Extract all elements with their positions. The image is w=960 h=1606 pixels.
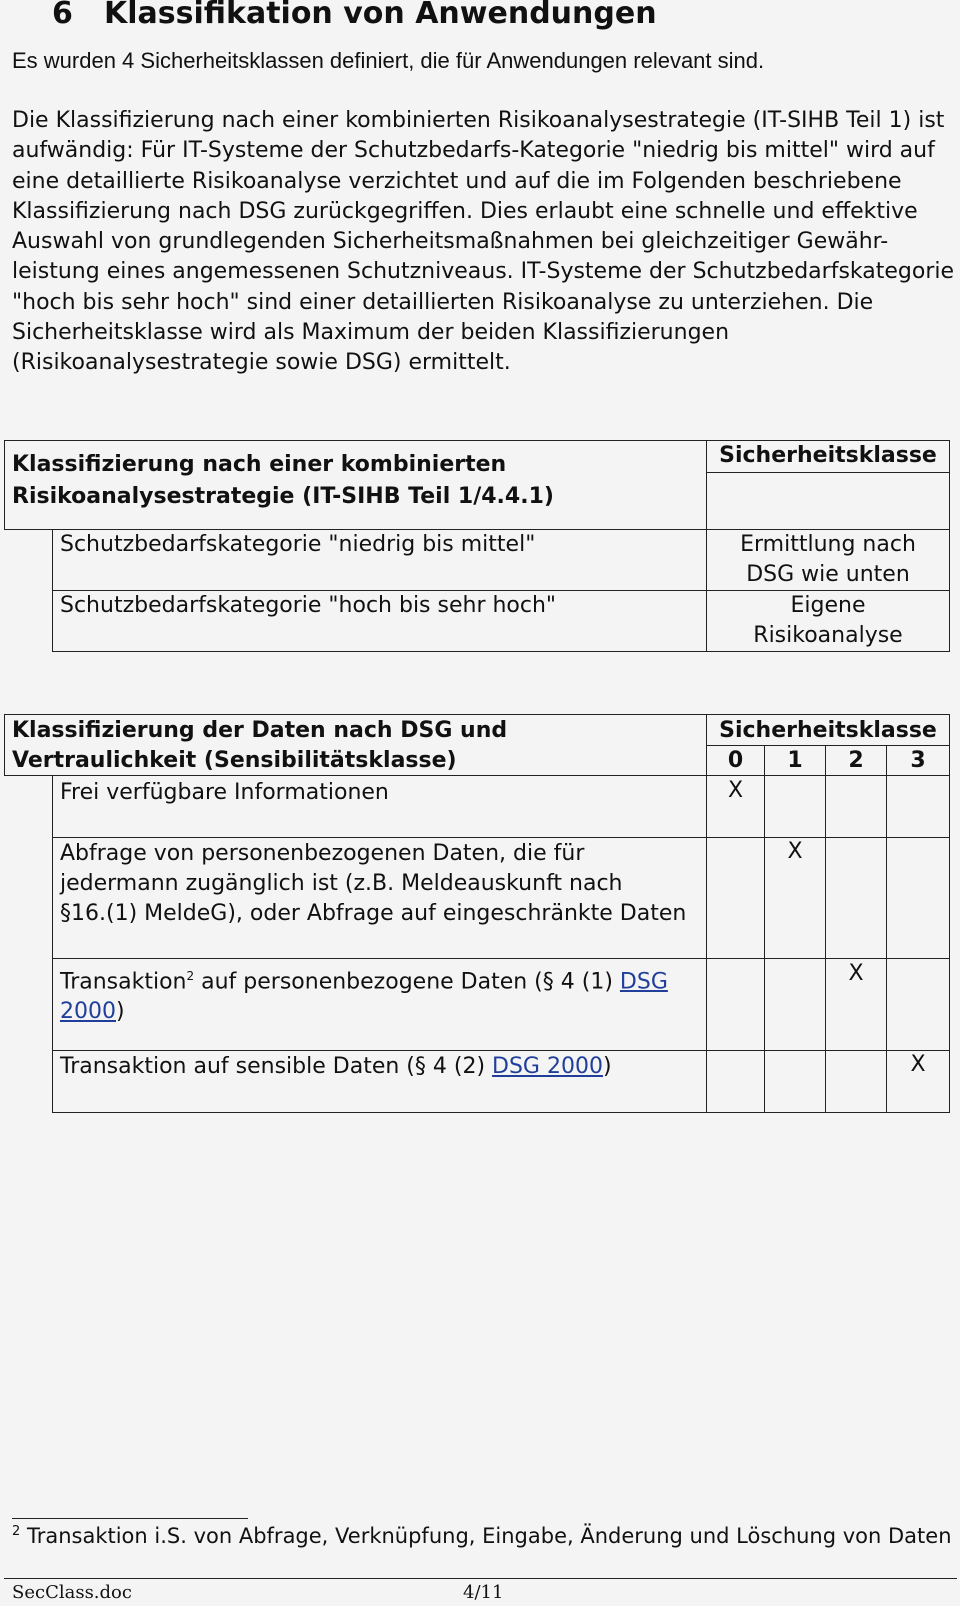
class-mark: X — [727, 778, 744, 803]
class-label: 1 — [787, 748, 803, 773]
paragraph-line: Klassifizierung nach DSG zurückgegriffen. Dies erlaubt eine schnelle und effektive — [12, 198, 918, 224]
footnote — [12, 1524, 952, 1548]
footnote-marker: 2 — [12, 1524, 21, 1539]
table1-header-line: Risikoanalysestrategie (IT-SIHB Teil 1/4.4.1) — [12, 484, 554, 509]
class-mark: X — [848, 961, 864, 986]
row-text: Transaktion auf sensible Daten (§ 4 (2) — [60, 1054, 493, 1079]
paragraph-line: aufwändig: Für IT-Systeme der Schutzbedarfs-Kategorie "niedrig bis mittel" wird auf — [12, 138, 935, 164]
table1-header-line: Klassifizierung nach einer kombinierten — [12, 452, 507, 477]
section-title: Klassifikation von Anwendungen — [104, 0, 657, 31]
row-line: Abfrage von personenbezogenen Daten, die für — [60, 841, 585, 866]
paragraph-line: Sicherheitsklasse wird als Maximum der beiden Klassifizierungen — [12, 320, 730, 346]
table2-row-label: Frei verfügbare Informationen — [60, 780, 389, 805]
table2-row-label — [60, 839, 686, 929]
footnote-ref: 2 — [186, 969, 195, 983]
value-line: Ermittlung nach — [740, 532, 916, 557]
table1-row-value — [707, 530, 949, 590]
class-label: 3 — [910, 748, 926, 773]
paragraph-line: Auswahl von grundlegenden Sicherheitsmaßnahmen bei gleichzeitiger Gewähr- — [12, 229, 889, 255]
class-label: 0 — [727, 748, 744, 773]
class-mark: X — [910, 1052, 926, 1077]
footnote-text: Transaktion i.S. von Abfrage, Verknüpfung, Eingabe, Änderung und Löschung von Daten — [26, 1524, 952, 1548]
dsg-link[interactable]: 2000 — [60, 999, 116, 1025]
section-heading — [12, 0, 657, 31]
value-line: DSG wie unten — [746, 562, 910, 587]
paragraph-line: "hoch bis sehr hoch" sind einer detaillierten Risikoanalyse zu unterziehen. Die — [12, 289, 874, 315]
row-text: ) — [602, 1054, 612, 1079]
footer-filename: SecClass.doc — [12, 1582, 132, 1603]
table1-row-value — [707, 591, 949, 651]
row-line: §16.(1) MeldeG), oder Abfrage auf eingeschränkte Daten — [60, 901, 687, 926]
table2-header-line: Klassifizierung der Daten nach DSG und — [12, 718, 508, 743]
paragraph-line: (Risikoanalysestrategie sowie DSG) ermittelt. — [12, 350, 511, 376]
paragraph-line: Die Klassifizierung nach einer kombinierten Risikoanalysestrategie (IT-SIHB Teil 1) ist — [12, 108, 945, 133]
value-line: Risikoanalyse — [753, 623, 903, 648]
body-paragraph — [12, 106, 957, 379]
section-number: 6 — [52, 0, 73, 31]
table1-row-label: Schutzbedarfskategorie "hoch bis sehr hoch" — [60, 593, 557, 618]
dsg-link[interactable]: DSG 2000 — [492, 1054, 603, 1079]
class-label: 2 — [848, 748, 864, 773]
footer-rule — [4, 1578, 957, 1579]
table1-row-label: Schutzbedarfskategorie "niedrig bis mittel" — [60, 532, 536, 557]
row-text: Transaktion — [60, 969, 187, 995]
intro-paragraph: Es wurden 4 Sicherheitsklassen definiert, die für Anwendungen relevant sind. — [12, 48, 765, 73]
paragraph-line: leistung eines angemessenen Schutzniveaus. IT-Systeme der Schutzbedarfskategorie — [12, 259, 955, 285]
class-mark: X — [787, 839, 803, 864]
row-text: auf personenbezogene Daten (§ 4 (1) — [194, 969, 620, 995]
paragraph-line: eine detaillierte Risikoanalyse verzichtet und auf die im Folgenden beschriebene — [12, 168, 902, 194]
table1-class-header: Sicherheitsklasse — [719, 443, 937, 468]
table2-header-line: Vertraulichkeit (Sensibilitätsklasse) — [12, 748, 457, 773]
table2-row-label — [60, 1052, 612, 1082]
row-text: ) — [116, 999, 125, 1025]
table2-row-label — [60, 961, 700, 1027]
row-line: jedermann zugänglich ist (z.B. Meldeauskunft nach — [60, 871, 623, 896]
value-line: Eigene — [790, 593, 866, 618]
footnote-separator — [12, 1518, 248, 1519]
footer-page-number: 4/11 — [463, 1582, 504, 1603]
table2-class-header: Sicherheitsklasse — [719, 718, 937, 743]
dsg-link[interactable]: DSG — [619, 969, 668, 995]
